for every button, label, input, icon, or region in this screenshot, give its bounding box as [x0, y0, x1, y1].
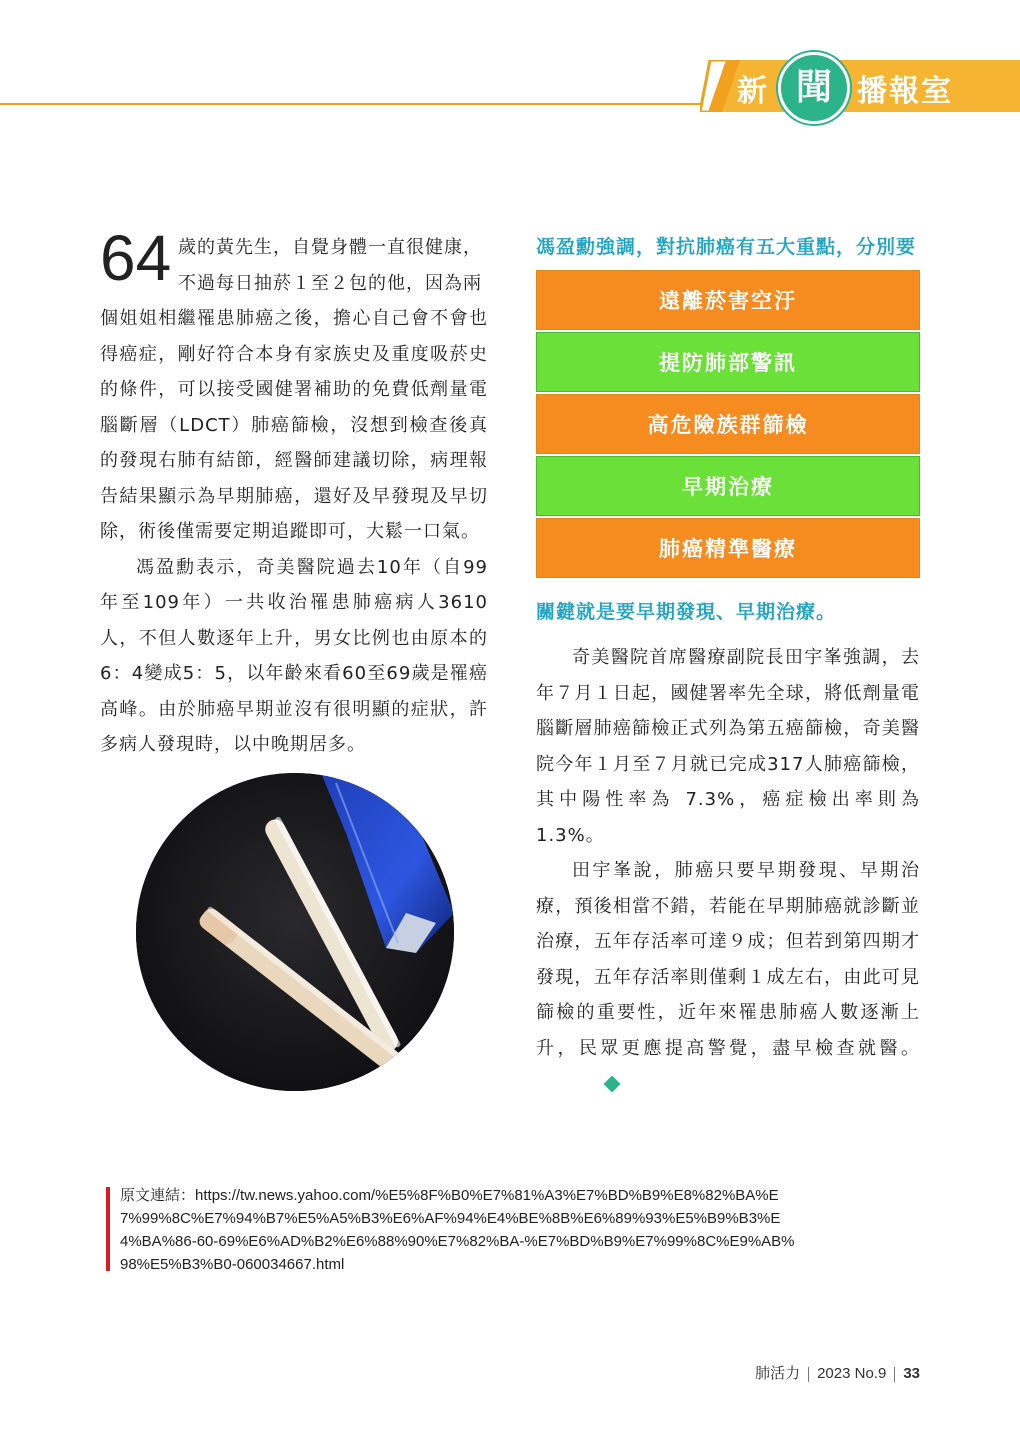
paragraph-4-text: 田宇峯說，肺癌只要早期發現、早期治療，預後相當不錯，若能在早期肺癌就診斷並治療，五年存活率可達９成；但若到第四期才發現，五年存活率則僅剩１成左右，由此可見篩檢的重要性，近年來罹患肺癌人數逐漸上升，民眾更應提高警覺，盡早檢查就醫。 — [536, 860, 920, 1059]
paragraph-4 — [536, 853, 920, 1102]
paragraph-3: 奇美醫院首席醫療副院長田宇峯強調，去年７月１日起，國健署率先全球，將低劑量電腦斷層肺癌篩檢正式列為第五癌篩檢，奇美醫院今年１月至７月就已完成317人肺癌篩檢，其中陽性率為 7.3%，癌症檢出率則為 1.3%。 — [536, 647, 920, 846]
key-point-2: 提防肺部警訊 — [536, 332, 920, 392]
source-link[interactable] — [120, 1184, 800, 1276]
key-point-1: 遠離菸害空汙 — [536, 270, 920, 330]
drop-cap: 64 — [100, 222, 172, 294]
source-label: 原文連結： — [120, 1187, 196, 1204]
article-left — [100, 230, 488, 763]
para1-line2: 不過每日抽菸１至２包的他，因為兩 — [178, 272, 482, 294]
header-rule — [0, 103, 700, 105]
paragraph-2: 馮盈勳表示，奇美醫院過去10年（自99年至109年）一共收治罹患肺癌病人3610人，不但人數逐年上升，男女比例也由原本的6：4變成5：5，以年齡來看60至69歲是罹癌高峰。由於肺癌早期並沒有很明顯的症狀，許多病人發現時，以中晚期居多。 — [100, 556, 488, 755]
cigarettes-photo — [136, 773, 454, 1091]
key-point-3: 高危險族群篩檢 — [536, 394, 920, 454]
header-title-2: 播報室 — [857, 74, 953, 109]
header-title-1: 新 — [737, 74, 769, 109]
source-accent-bar — [106, 1187, 110, 1271]
para1-body: 個姐姐相繼罹患肺癌之後，擔心自己會不會也得癌症，剛好符合本身有家族史及重度吸菸史的條件，可以接受國健署補助的免費低劑量電腦斷層（LDCT）肺癌篩檢，沒想到檢查後真的發現右肺有結節，經醫師建議切除，病理報告結果顯示為早期肺癌，還好及早發現及早切除，術後僅需要定期追蹤即可，大鬆一口氣。 — [100, 308, 488, 542]
key-point-5: 肺癌精準醫療 — [536, 518, 920, 578]
paragraph-1 — [100, 230, 488, 550]
key-points-conclusion: 關鍵就是要早期發現、早期治療。 — [536, 601, 837, 623]
key-points-list — [536, 270, 920, 580]
header-badge — [778, 52, 850, 124]
end-mark-icon — [604, 1076, 621, 1093]
article-right — [536, 640, 920, 1102]
page-number: 33 — [903, 1365, 920, 1382]
header-title-badge: 聞 — [795, 67, 832, 108]
source-url[interactable]: https://tw.news.yahoo.com/%E5%8F%B0%E7%81%A3%E7%BD%B9%E8%82%BA%E7%99%8C%E7%94%B7%E5%A5%B3%E6%AF%94%E4%BE%8B%E6%89%93%E5%B9%B3%E4%BA%86-60-69%E6%AD%B2%E6%88%90%E7%82%BA-%E7%BD%B9%E7%99%8C%E9%AB%98%E5%B3%B0-060034667.html — [120, 1187, 795, 1273]
footer-separator — [894, 1367, 895, 1382]
key-point-4: 早期治療 — [536, 456, 920, 516]
para1-line1: 歲的黃先生，自覺身體一直很健康， — [178, 237, 482, 258]
page-footer — [755, 1362, 920, 1383]
footer-separator — [808, 1367, 809, 1382]
key-points-heading: 馮盈勳強調，對抗肺癌有五大重點，分別要 — [536, 236, 917, 258]
issue-number: 2023 No.9 — [817, 1365, 887, 1382]
magazine-name: 肺活力 — [755, 1365, 801, 1382]
